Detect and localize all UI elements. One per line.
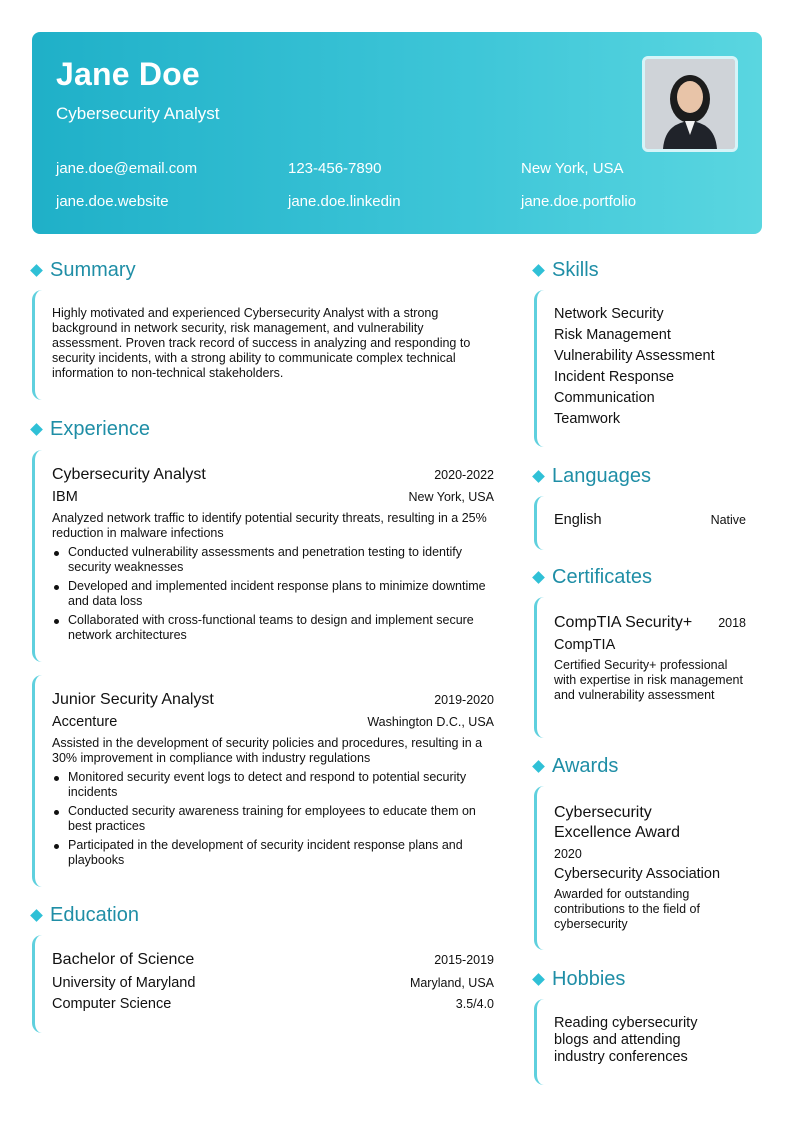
degree: Bachelor of Science bbox=[52, 951, 195, 968]
language-level: Native bbox=[710, 513, 746, 527]
summary-heading-label: Summary bbox=[50, 259, 136, 281]
awards-heading bbox=[534, 755, 618, 778]
diamond-icon bbox=[532, 760, 545, 773]
school-location: Maryland, USA bbox=[409, 976, 494, 990]
email-link[interactable]: jane.doe@email.com bbox=[56, 160, 198, 177]
award-issuer: Cybersecurity Association bbox=[554, 866, 721, 882]
diamond-icon bbox=[30, 909, 43, 922]
language-name: English bbox=[554, 512, 602, 528]
education-heading-label: Education bbox=[50, 904, 139, 926]
resume-header bbox=[32, 32, 762, 234]
diamond-icon bbox=[532, 973, 545, 986]
diamond-icon bbox=[30, 264, 43, 277]
certificates-heading bbox=[534, 566, 652, 589]
phone-number[interactable]: 123-456-7890 bbox=[288, 160, 382, 177]
job-location: New York, USA bbox=[408, 490, 494, 504]
job-bullets bbox=[52, 545, 494, 647]
award-name: Cybersecurity Excellence Award bbox=[554, 804, 680, 841]
experience-heading bbox=[32, 418, 150, 441]
language-item bbox=[554, 512, 746, 528]
list-item: Conducted vulnerability assessments and penetration testing to identify security weaknesses bbox=[52, 545, 494, 575]
linkedin-link[interactable]: jane.doe.linkedin bbox=[288, 193, 401, 210]
awards-heading-label: Awards bbox=[552, 755, 619, 777]
skills-block bbox=[534, 290, 746, 447]
award-year: 2020 bbox=[554, 847, 582, 861]
certificates-heading-label: Certificates bbox=[552, 566, 653, 588]
certificate-issuer: CompTIA bbox=[554, 637, 616, 653]
profile-photo bbox=[642, 56, 738, 152]
skill-item: Network Security bbox=[554, 306, 664, 322]
diamond-icon bbox=[532, 571, 545, 584]
summary-heading bbox=[32, 259, 136, 282]
hobbies-heading-label: Hobbies bbox=[552, 968, 626, 990]
job-dates: 2020-2022 bbox=[434, 468, 494, 482]
list-item: Conducted security awareness training for employees to educate them on best practices bbox=[52, 804, 494, 834]
languages-heading-label: Languages bbox=[552, 465, 651, 487]
diamond-icon bbox=[532, 264, 545, 277]
award-description: Awarded for outstanding contributions to the field of cybersecurity bbox=[554, 887, 700, 931]
school-name: University of Maryland bbox=[52, 975, 196, 991]
diamond-icon bbox=[30, 423, 43, 436]
list-item: Monitored security event logs to detect and respond to potential security incidents bbox=[52, 770, 494, 800]
list-item: Developed and implemented incident response plans to minimize downtime and data loss bbox=[52, 579, 494, 609]
job-description: Analyzed network traffic to identify potential security threats, resulting in a 25% reduction in malware infections bbox=[52, 511, 487, 540]
summary-text: Highly motivated and experienced Cybersecurity Analyst with a strong background in network security, risk management, and vulnerability assessment. Proven track record of success in analyzing and responding to security incidents, with a strong ability to communicate complex technical information to non-technical stakeholders. bbox=[52, 306, 471, 380]
job-description: Assisted in the development of security policies and procedures, resulting in a 30% improvement in compliance with industry regulations bbox=[52, 736, 483, 765]
languages-heading bbox=[534, 465, 651, 488]
hobbies-text: Reading cybersecurity blogs and attending industry conferences bbox=[554, 1015, 698, 1065]
skill-item: Vulnerability Assessment bbox=[554, 348, 715, 364]
diamond-icon bbox=[532, 470, 545, 483]
education-block bbox=[32, 935, 494, 1033]
skills-heading-label: Skills bbox=[552, 259, 599, 281]
portfolio-link[interactable]: jane.doe.portfolio bbox=[521, 193, 637, 210]
hobbies-heading bbox=[534, 968, 625, 991]
experience-item bbox=[32, 675, 494, 887]
skill-item: Communication bbox=[554, 390, 655, 406]
job-dates: 2019-2020 bbox=[434, 693, 494, 707]
job-bullets bbox=[52, 770, 494, 872]
job-location: Washington D.C., USA bbox=[367, 715, 494, 729]
experience-heading-label: Experience bbox=[50, 418, 151, 440]
job-company: Accenture bbox=[52, 714, 118, 730]
certificate-name: CompTIA Security+ bbox=[554, 614, 693, 631]
award-item bbox=[534, 786, 746, 950]
candidate-title: Cybersecurity Analyst bbox=[56, 104, 220, 123]
field-of-study: Computer Science bbox=[52, 996, 172, 1012]
person-portrait-icon bbox=[645, 59, 735, 149]
skill-item: Risk Management bbox=[554, 327, 671, 343]
experience-item bbox=[32, 450, 494, 662]
education-heading bbox=[32, 904, 139, 927]
job-role: Cybersecurity Analyst bbox=[52, 466, 206, 483]
skills-heading bbox=[534, 259, 599, 282]
summary-block bbox=[32, 290, 494, 400]
list-item: Participated in the development of security incident response plans and playbooks bbox=[52, 838, 494, 868]
certificate-item bbox=[534, 597, 746, 738]
skill-item: Incident Response bbox=[554, 369, 675, 385]
gpa: 3.5/4.0 bbox=[455, 997, 494, 1011]
job-role: Junior Security Analyst bbox=[52, 691, 214, 708]
candidate-name: Jane Doe bbox=[56, 56, 200, 92]
education-dates: 2015-2019 bbox=[434, 953, 494, 967]
location-text: New York, USA bbox=[521, 160, 624, 177]
website-link[interactable]: jane.doe.website bbox=[56, 193, 169, 210]
skills-list bbox=[554, 304, 715, 430]
job-company: IBM bbox=[52, 489, 78, 505]
skill-item: Teamwork bbox=[554, 411, 621, 427]
list-item: Collaborated with cross-functional teams to design and implement secure network architectures bbox=[52, 613, 494, 643]
certificate-description: Certified Security+ professional with expertise in risk management and vulnerability assessment bbox=[554, 658, 743, 702]
languages-block bbox=[534, 496, 746, 550]
hobbies-block bbox=[534, 999, 746, 1085]
certificate-year: 2018 bbox=[718, 616, 746, 630]
